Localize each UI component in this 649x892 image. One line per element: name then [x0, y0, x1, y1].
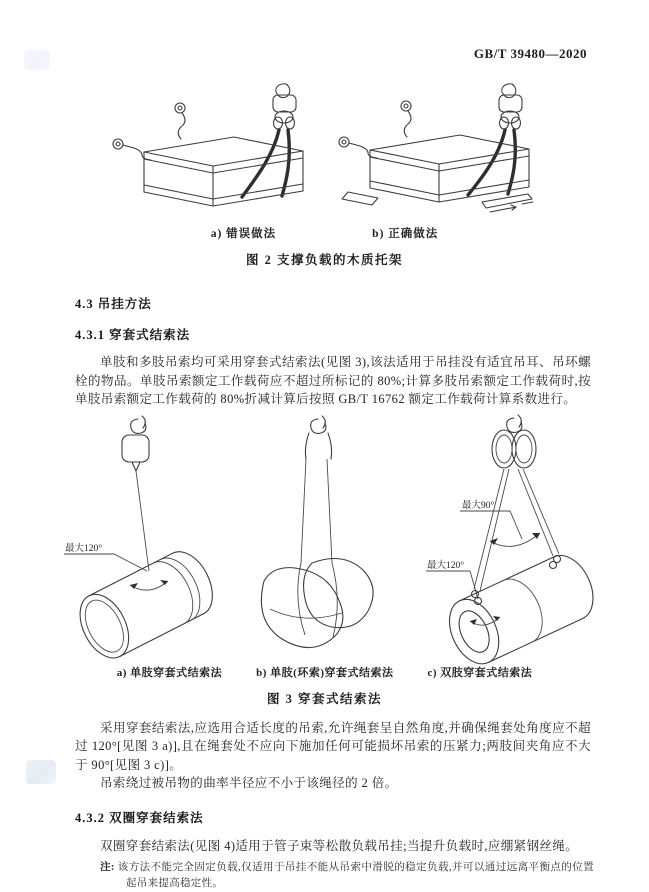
crate-box: [370, 135, 529, 202]
paragraph-choke-rules: 采用穿套结索法,应选用合适长度的吊索,允许绳套呈自然角度,并确保绳套处角度应不超过 120°[见图 3 a)],且在绳套处不应向下施加任何可能损坏吊索的压紧力;两肢间夹角应不大于 90°[见图 3 c)]。: [75, 720, 591, 772]
choke-fittings: [470, 555, 561, 625]
standard-number: GB/T 39480—2020: [473, 46, 587, 61]
load-cylinder: [70, 543, 222, 665]
angle-label-leader-bottom: [426, 559, 478, 599]
figure2-title: 图 2 支撑负载的木质托架: [245, 253, 403, 267]
note-label: 注:: [100, 862, 115, 873]
figure3b-endless-loop-drawing: [246, 413, 396, 663]
figure2-caption-a: a) 错误做法: [210, 228, 277, 240]
paragraph-sling-method: 单肢和多肢吊索均可采用穿套式结索法(见图 3),该法适用于吊挂没有适宜吊耳、吊环螺栓的物品。单肢吊索额定工作载荷应不超过所标记的 80%;计算多肢吊索额定工作载荷时,按单肢吊索额定工作载荷的 80%折减计算后按照 GB/T 16762 额定工作载荷计算系数进行。: [75, 355, 591, 406]
section-4-3-heading: 4.3 吊挂方法: [75, 297, 152, 311]
figure3c-double-leg-drawing: [422, 413, 598, 663]
figure3a-single-leg-drawing: [52, 413, 220, 663]
hook-icon: [122, 416, 149, 471]
figure3-captions: [0, 664, 649, 680]
section-4-3-1-heading: 4.3.1 穿套式结索法: [75, 328, 191, 342]
paragraph-double-wrap: 双圈穿套结索法(见图 4)适用于管子束等松散负载吊挂;当提升负载时,应绷紧钢丝绳。: [100, 838, 579, 853]
angle-label-max90: 最大90°: [461, 500, 494, 511]
note-block: [100, 860, 594, 892]
figure3-title: 图 3 穿套式结索法: [266, 691, 382, 706]
figure2b-correct-method-drawing: [332, 80, 544, 216]
sling-legs: [474, 469, 559, 591]
crate-box: [144, 137, 303, 206]
angle-label-max120: 最大120°: [64, 543, 102, 554]
sling-line: [136, 471, 149, 571]
figure2-illustrations: [0, 80, 649, 216]
angle-label-leader-top: [460, 499, 522, 539]
figure2-captions: [0, 225, 649, 241]
hook-icon: [492, 415, 536, 468]
choke-angle-arc: [130, 580, 168, 590]
figure2-caption-b: b) 正确做法: [372, 228, 439, 240]
figure3-illustrations: [0, 413, 649, 663]
section-4-3-2-heading: 4.3.2 双圈穿套结索法: [75, 810, 204, 825]
hook-icon: [305, 416, 331, 459]
paragraph-radius-rule: 吊索绕过被吊物的曲率半径应不小于该绳径的 2 倍。: [100, 776, 398, 790]
figure3-caption-c: c) 双肢穿套式结索法: [427, 666, 533, 679]
note-text: 该方法不能完全固定负载,仅适用于吊挂不能从吊索中滑脱的稳定负载,并可以通过远离平衡点的位置起吊来提高稳定性。: [117, 862, 594, 889]
loop-band: [297, 459, 336, 637]
figure3-caption-b: b) 单肢(环索)穿套式结索法: [256, 666, 394, 679]
angle-label-max120: 最大120°: [426, 560, 464, 571]
load-bundle: [261, 558, 373, 647]
legs-angle-arc: [490, 533, 540, 546]
watermark-stamp: [26, 760, 56, 784]
hook-icon: [273, 84, 296, 129]
angle-label-leader: [64, 542, 147, 571]
figure3-caption-a: a) 单肢穿套式结索法: [116, 666, 223, 679]
hook-icon: [499, 84, 522, 129]
watermark-stamp: [24, 50, 50, 70]
load-pipe: [439, 547, 602, 671]
figure2a-wrong-method-drawing: [106, 80, 318, 216]
